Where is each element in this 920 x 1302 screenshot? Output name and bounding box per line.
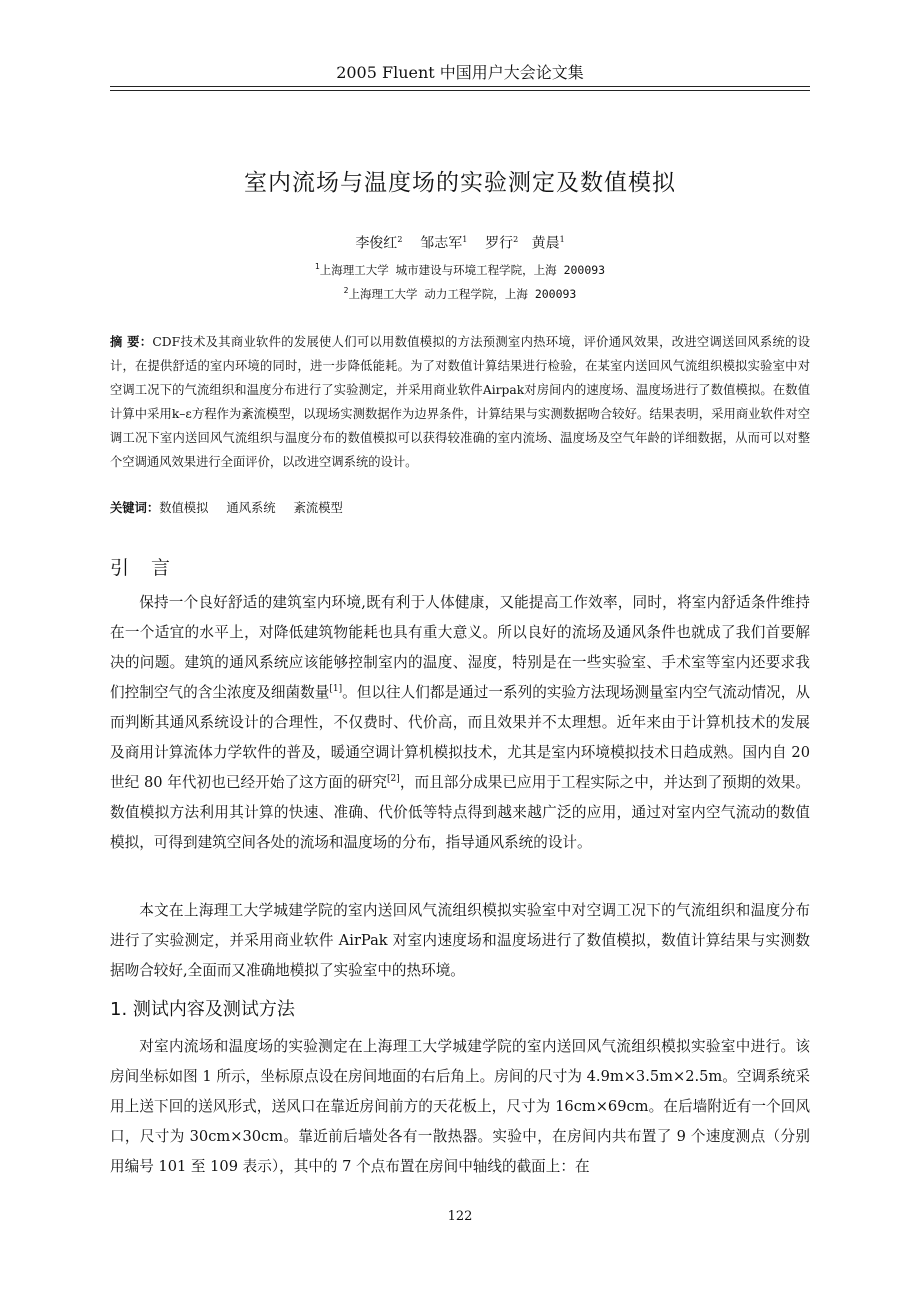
keywords-label: 关键词： bbox=[110, 501, 160, 515]
author-affil-mark: 2 bbox=[397, 235, 403, 244]
keywords bbox=[110, 496, 810, 520]
affiliation-text: 上海理工大学 动力工程学院，上海 200093 bbox=[348, 286, 577, 301]
header-rule-double bbox=[110, 90, 810, 91]
intro-paragraph-1 bbox=[110, 588, 810, 858]
abstract bbox=[110, 330, 810, 474]
header-rule bbox=[110, 86, 810, 87]
section1-paragraph-1: 对室内流场和温度场的实验测定在上海理工大学城建学院的室内送回风气流组织模拟实验室中进行。该房间坐标如图 1 所示，坐标原点设在房间地面的右后角上。房间的尺寸为 4.9m×3.5m×2.5m。空调系统采用上送下回的送风形式，送风口在靠近房间前方的天花板上，尺寸为 16cm×69cm。在后墙附近有一个回风口，尺寸为 30cm×30cm。靠近前后墙处各有一散热器。实验中，在房间内共布置了 9 个速度测点（分别用编号 101 至 109 表示），其中的 7 个点布置在房间中轴线的截面上：在 bbox=[110, 1038, 810, 1175]
keyword: 通风系统 bbox=[226, 501, 276, 515]
affiliation-mark: 2 bbox=[343, 286, 349, 295]
citation-ref: [2] bbox=[387, 774, 400, 785]
intro-paragraph-2: 本文在上海理工大学城建学院的室内送回风气流组织模拟实验室中对空调工况下的气流组织和温度分布进行了实验测定，并采用商业软件 AirPak 对室内速度场和温度场进行了数值模拟，数值计算结果与实测数据吻合较好,全面而又准确地模拟了实验室中的热环境。 bbox=[110, 902, 810, 979]
affiliation-text: 上海理工大学 城市建设与环境工程学院，上海 200093 bbox=[319, 262, 606, 277]
author-affil-mark: 1 bbox=[559, 235, 565, 244]
affiliation-1 bbox=[110, 258, 810, 279]
intro-text-c: ，而且部分成果已应用于工程实际之中，并达到了预期的效果。数值模拟方法利用其计算的快速、准确、代价低等特点得到越来越广泛的应用，通过对室内空气流动的数值模拟，可得到建筑空间各处的流场和温度场的分布，指导通风系统的设计。 bbox=[110, 774, 810, 851]
intro-text-a: 保持一个良好舒适的建筑室内环境,既有利于人体健康，又能提高工作效率，同时，将室内舒适条件维持在一个适宜的水平上，对降低建筑物能耗也具有重大意义。所以良好的流场及通风条件也就成了我们首要解决的问题。建筑的通风系统应该能够控制室内的温度、湿度，特别是在一些实验室、手术室等室内还要求我们控制空气的含尘浓度及细菌数量 bbox=[110, 594, 810, 701]
page-number: 122 bbox=[447, 1209, 473, 1224]
affiliation-mark: 1 bbox=[314, 262, 320, 271]
author-name: 李俊红 bbox=[355, 235, 398, 252]
keyword: 紊流模型 bbox=[293, 501, 343, 515]
citation-ref: [1] bbox=[329, 684, 343, 695]
paper-title: 室内流场与温度场的实验测定及数值模拟 bbox=[244, 170, 676, 196]
author-affil-mark: 1 bbox=[462, 235, 468, 244]
author-list bbox=[110, 229, 810, 255]
keyword: 数值模拟 bbox=[159, 501, 209, 515]
abstract-label: 摘 要： bbox=[110, 335, 153, 349]
author-name: 邹志军 bbox=[420, 235, 463, 252]
abstract-text: CDF技术及其商业软件的发展使人们可以用数值模拟的方法预测室内热环境，评价通风效果，改进空调送回风系统的设计，在提供舒适的室内环境的同时，进一步降低能耗。为了对数值计算结果进行检验，在某室内送回风气流组织模拟实验室中对空调工况下的气流组织和温度分布进行了实验测定，并采用商业软件Airpak对房间内的速度场、温度场进行了数值模拟。在数值计算中采用k–ε方程作为紊流模型，以现场实测数据作为边界条件，计算结果与实测数据吻合较好。结果表明，采用商业软件对空调工况下室内送回风气流组织与温度分布的数值模拟可以获得较准确的室内流场、温度场及空气年龄的详细数据，从而可以对整个空调通风效果进行全面评价，以改进空调系统的设计。 bbox=[110, 335, 810, 469]
author-name: 黄晨 bbox=[531, 235, 560, 252]
affiliation-2 bbox=[110, 282, 810, 303]
section-heading-1: 1. 测试内容及测试方法 bbox=[110, 999, 295, 1020]
running-header: 2005 Fluent 中国用户大会论文集 bbox=[336, 63, 584, 82]
author-name: 罗行 bbox=[485, 235, 514, 252]
author-affil-mark: 2 bbox=[513, 235, 519, 244]
section-heading-introduction: 引 言 bbox=[110, 557, 179, 579]
intro-text-b: 。但以往人们都是通过一系列的实验方法现场测量室内空气流动情况，从而判断其通风系统设计的合理性，不仅费时、代价高，而且效果并不太理想。近年来由于计算机技术的发展及商用计算流体力学软件的普及，暖通空调计算机模拟技术，尤其是室内环境模拟技术日趋成熟。国内自 20 世纪 80 年代初也已经开始了这方面的研究 bbox=[110, 684, 810, 791]
